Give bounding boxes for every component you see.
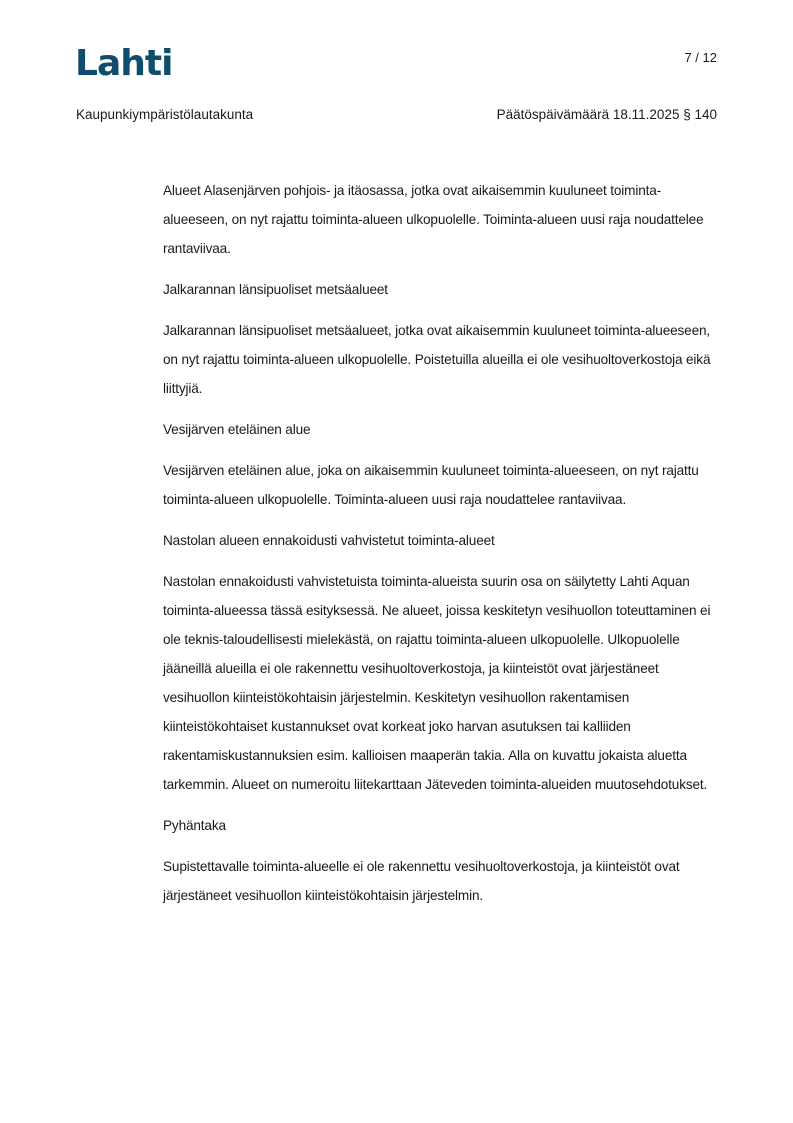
section-heading-pyhantaka: Pyhäntaka xyxy=(163,818,226,833)
decision-date: Päätöspäivämäärä 18.11.2025 § 140 xyxy=(496,107,717,122)
lahti-logo: Lahti xyxy=(75,43,173,84)
page-number: 7 / 12 xyxy=(684,50,717,65)
paragraph-alasenjarvi: Alueet Alasenjärven pohjois- ja itäosassa, jotka ovat aikaisemmin kuuluneet toiminta-alueeseen, on nyt rajattu toiminta-alueen ulkopuolelle. Toiminta-alueen uusi raja noudattelee rantaviivaa. xyxy=(163,183,704,256)
paragraph-pyhantaka: Supistettavalle toiminta-alueelle ei ole rakennettu vesihuoltoverkostoja, ja kiinteistöt ovat järjestäneet vesihuollon kiinteistökohtaisin järjestelmin. xyxy=(163,859,680,903)
paragraph-nastola: Nastolan ennakoidusti vahvistetuista toiminta-alueista suurin osa on säilytetty Lahti Aquan toiminta-alueessa tässä esityksessä. Ne alueet, joissa keskitetyn vesihuollon toteuttaminen ei ole teknis-taloudellisesti mielekästä, on rajattu toiminta-alueen ulkopuolelle. Ulkopuolelle jääneillä alueilla ei ole rakennettu vesihuoltoverkostoja, ja kiinteistöt ovat järjestäneet vesihuollon kiinteistökohtaisin järjestelmin. Keskitetyn vesihuollon rakentamisen kiinteistökohtaiset kustannukset ovat korkeat joko harvan asutuksen tai kalliiden rakentamiskustannuksien esim. kallioisen maaperän takia. Alla on kuvattu jokaista aluetta tarkemmin. Alueet on numeroitu liitekarttaan Jäteveden toiminta-alueiden muutosehdotukset. xyxy=(163,574,711,792)
document-body xyxy=(163,176,723,922)
section-heading-jalkaranta: Jalkarannan länsipuoliset metsäalueet xyxy=(163,282,388,297)
committee-name: Kaupunkiympäristölautakunta xyxy=(76,107,254,122)
paragraph-vesijarvi: Vesijärven eteläinen alue, joka on aikaisemmin kuuluneet toiminta-alueeseen, on nyt rajattu toiminta-alueen ulkopuolelle. Toiminta-alueen uusi raja noudattelee rantaviivaa. xyxy=(163,463,699,507)
section-heading-vesijarvi: Vesijärven eteläinen alue xyxy=(163,422,311,437)
paragraph-jalkaranta: Jalkarannan länsipuoliset metsäalueet, jotka ovat aikaisemmin kuuluneet toiminta-alueeseen, on nyt rajattu toiminta-alueen ulkopuolelle. Poistetuilla alueilla ei ole vesihuoltoverkostoja eikä liittyjiä. xyxy=(163,323,711,396)
section-heading-nastola: Nastolan alueen ennakoidusti vahvistetut toiminta-alueet xyxy=(163,533,495,548)
